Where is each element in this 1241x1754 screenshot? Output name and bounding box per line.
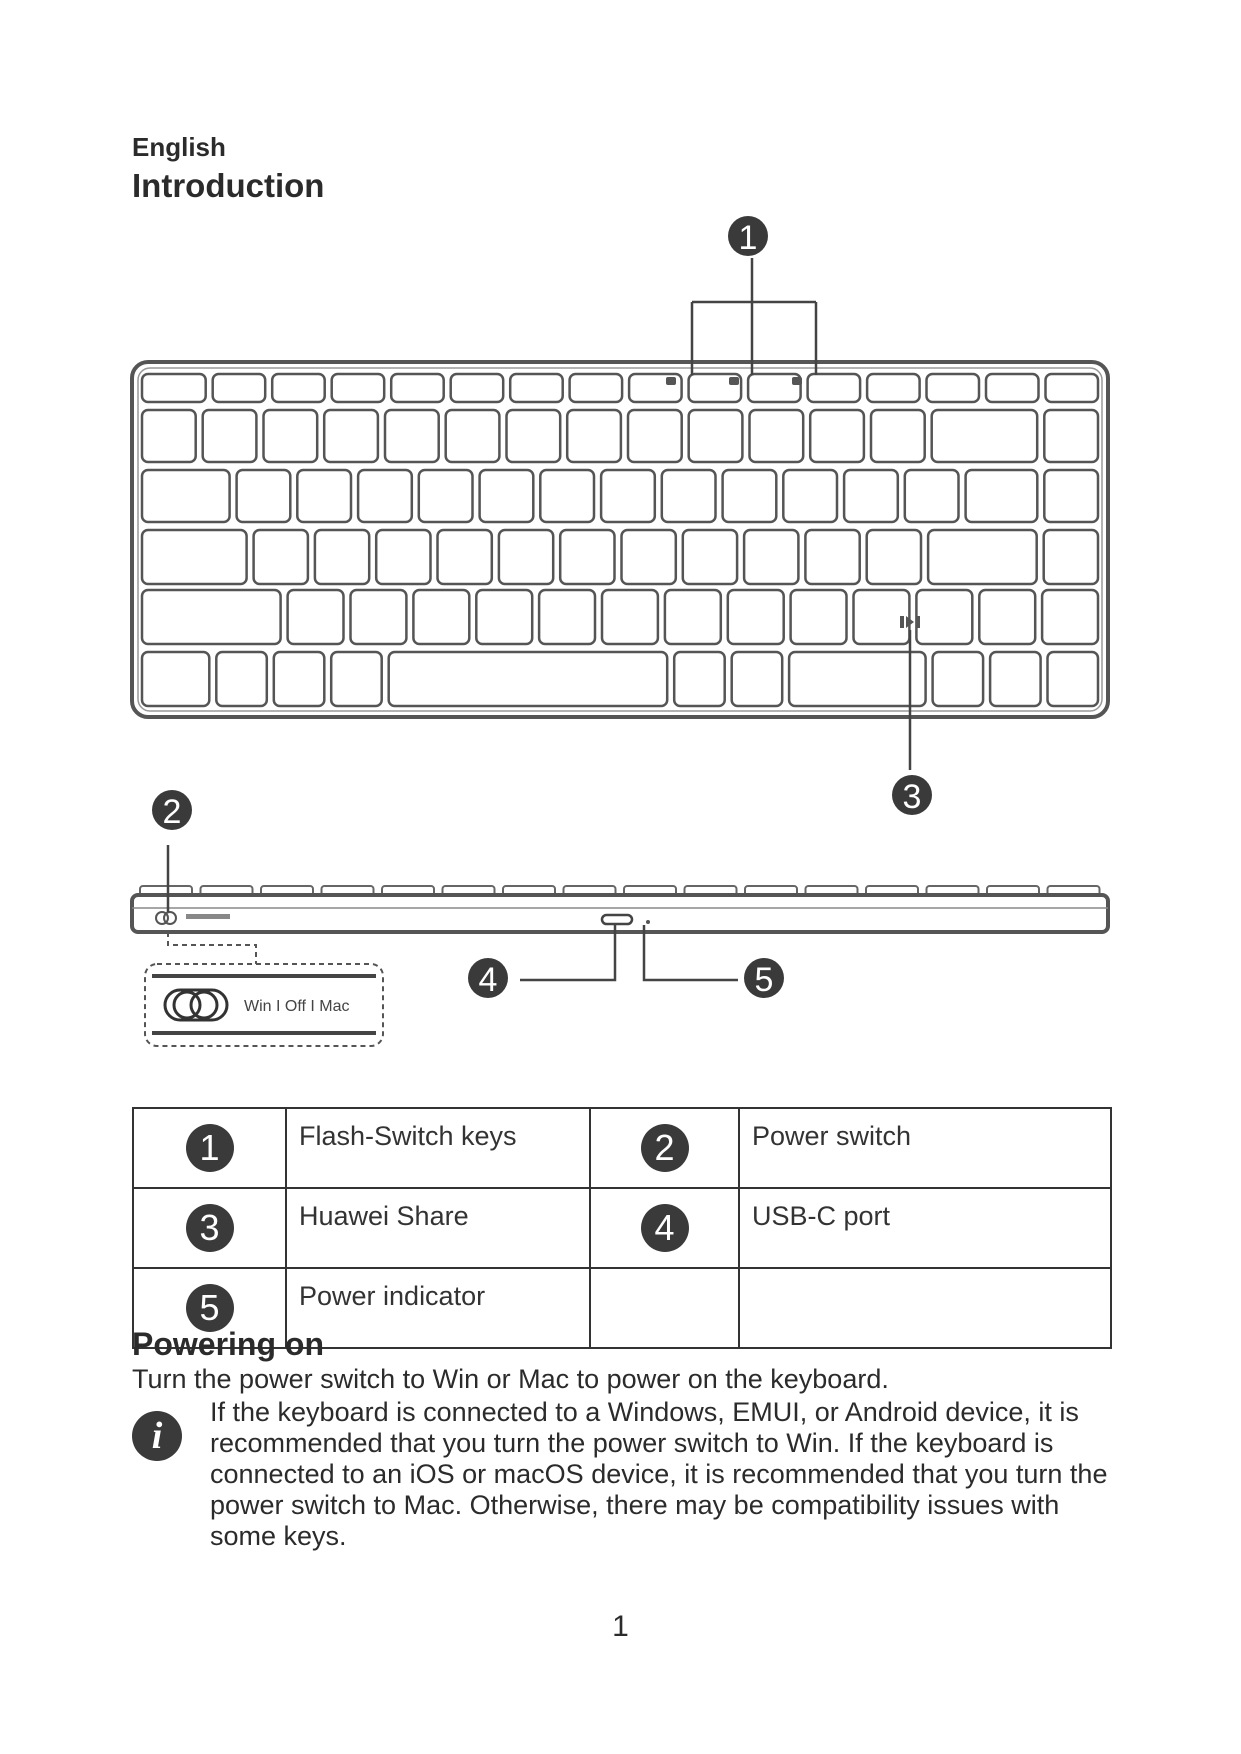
key <box>867 530 921 584</box>
key <box>539 590 595 644</box>
part-label: Huawei Share <box>286 1188 590 1268</box>
key <box>142 590 281 644</box>
usb-c-port <box>602 915 632 924</box>
key <box>990 652 1041 706</box>
key <box>674 652 725 706</box>
key <box>986 374 1039 402</box>
key <box>928 530 1037 584</box>
callout-badge-5 <box>744 958 784 999</box>
number-badge: 5 <box>186 1284 234 1332</box>
powering-on-text: Turn the power switch to Win or Mac to power on the keyboard. <box>132 1364 889 1394</box>
key <box>237 470 291 522</box>
key <box>905 470 959 522</box>
key <box>274 652 325 706</box>
key <box>142 410 196 462</box>
number-badge: 2 <box>641 1124 689 1172</box>
svg-text:4: 4 <box>478 961 498 999</box>
key <box>628 410 682 462</box>
key <box>391 374 444 402</box>
key <box>272 374 325 402</box>
key <box>1048 652 1099 706</box>
key <box>264 410 318 462</box>
key <box>324 410 378 462</box>
key <box>358 470 412 522</box>
callout-badge-2 <box>152 790 192 831</box>
key <box>560 530 614 584</box>
key <box>966 470 1038 522</box>
switch-position-label: Win I Off I Mac <box>244 998 350 1015</box>
key <box>142 652 209 706</box>
key <box>867 374 920 402</box>
key <box>385 410 439 462</box>
key <box>602 590 658 644</box>
key <box>438 530 492 584</box>
key <box>665 590 721 644</box>
callout-badge-4 <box>468 958 508 999</box>
number-badge: 4 <box>641 1204 689 1252</box>
key <box>844 470 898 522</box>
key <box>723 470 777 522</box>
power-indicator-dot <box>646 920 650 924</box>
empty-cell <box>739 1268 1111 1348</box>
key <box>1046 374 1099 402</box>
key <box>567 410 621 462</box>
key <box>683 530 737 584</box>
note-text: If the keyboard is connected to a Windows, EMUI, or Android device, it is recommended that you turn the power switch to Win. If the keyboard is connected to an iOS or macOS device, it is recommended that you turn the power switch to Mac. Otherwise, there may be compatibility issues with some keys. <box>210 1397 1108 1551</box>
key <box>601 470 655 522</box>
side-switch-marker <box>156 912 176 924</box>
key <box>783 470 837 522</box>
callout-badge-3 <box>892 775 932 816</box>
svg-text:2: 2 <box>162 793 182 831</box>
key <box>750 410 804 462</box>
key <box>288 590 344 644</box>
parts-legend-table <box>132 1107 1112 1349</box>
number-badge: 3 <box>186 1204 234 1252</box>
power-switch-zoom <box>145 964 383 1046</box>
section-title: Introduction <box>132 167 325 204</box>
key <box>744 530 798 584</box>
key <box>142 374 206 402</box>
key <box>203 410 257 462</box>
key <box>254 530 308 584</box>
table-row <box>133 1108 1111 1188</box>
key <box>810 410 864 462</box>
key <box>216 652 266 706</box>
key <box>662 470 716 522</box>
switch-zoom-link <box>168 932 256 964</box>
callout-1-leaders <box>692 258 816 375</box>
flash-switch-keys <box>666 377 802 385</box>
language-label: English <box>132 132 226 162</box>
key <box>1042 590 1098 644</box>
svg-text:3: 3 <box>902 778 922 816</box>
switch-toggle-icon <box>165 990 227 1020</box>
key <box>499 530 553 584</box>
key <box>451 374 504 402</box>
key <box>871 410 925 462</box>
info-icon: i <box>132 1411 182 1461</box>
key <box>808 374 861 402</box>
key <box>933 652 984 706</box>
key <box>510 374 563 402</box>
key <box>932 410 1037 462</box>
key <box>1044 410 1098 462</box>
key <box>376 530 430 584</box>
key <box>476 590 532 644</box>
key <box>979 590 1035 644</box>
svg-text:5: 5 <box>754 961 774 999</box>
key <box>570 374 623 402</box>
key <box>142 530 247 584</box>
key <box>332 374 385 402</box>
key <box>805 530 859 584</box>
key <box>351 590 407 644</box>
part-label: Power indicator <box>286 1268 590 1348</box>
key <box>389 652 668 706</box>
key <box>789 652 926 706</box>
part-label: Flash-Switch keys <box>286 1108 590 1188</box>
svg-text:1: 1 <box>738 219 758 257</box>
key <box>927 374 980 402</box>
key <box>916 590 972 644</box>
key <box>315 530 369 584</box>
key <box>419 470 473 522</box>
key <box>791 590 847 644</box>
key <box>297 470 351 522</box>
key <box>540 470 594 522</box>
key <box>213 374 266 402</box>
key <box>689 410 743 462</box>
key <box>480 470 534 522</box>
key <box>732 652 783 706</box>
part-label: Power switch <box>739 1108 1111 1188</box>
table-row <box>133 1188 1111 1268</box>
callout-badge-1 <box>728 216 768 257</box>
key <box>1044 530 1098 584</box>
empty-cell <box>590 1268 739 1348</box>
keyboard-side-view <box>132 886 1108 932</box>
keyboard-keys <box>142 374 1098 706</box>
key <box>728 590 784 644</box>
part-label: USB-C port <box>739 1188 1111 1268</box>
powering-on-title: Powering on <box>132 1326 324 1362</box>
key <box>413 590 469 644</box>
key <box>142 470 230 522</box>
key <box>446 410 500 462</box>
number-badge: 1 <box>186 1124 234 1172</box>
key <box>331 652 382 706</box>
key <box>1044 470 1098 522</box>
key <box>622 530 676 584</box>
page-number: 1 <box>612 1610 629 1643</box>
key <box>507 410 561 462</box>
